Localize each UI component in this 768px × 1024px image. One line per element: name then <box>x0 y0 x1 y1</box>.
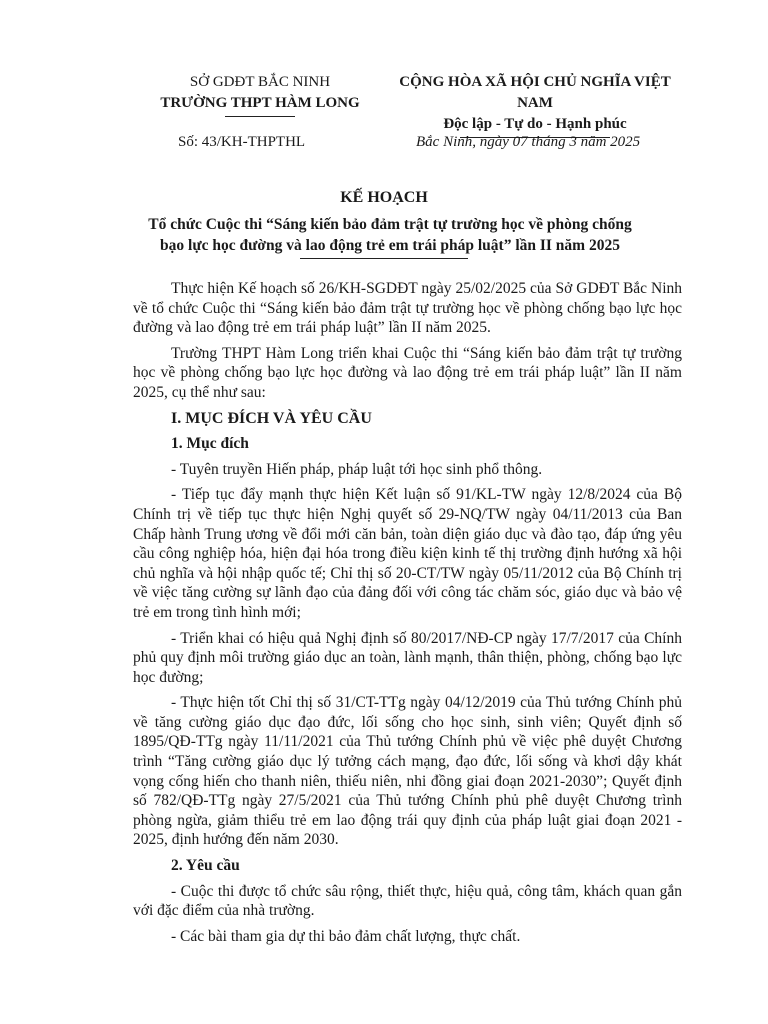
requirement-item-1: - Cuộc thi được tổ chức sâu rộng, thiết thực, hiệu quả, công tâm, khách quan gắn với đặc điểm của nhà trường. <box>133 882 682 920</box>
issuer-block <box>110 72 410 117</box>
national-name: CỘNG HÒA XÃ HỘI CHỦ NGHĨA VIỆT NAM <box>399 74 671 111</box>
purpose-item-1: - Tuyên truyền Hiến pháp, pháp luật tới học sinh phổ thông. <box>171 460 543 478</box>
document-title: KẾ HOẠCH <box>340 189 428 206</box>
intro-paragraph-1: Thực hiện Kế hoạch số 26/KH-SGDĐT ngày 25/02/2025 của Sở GDĐT Bắc Ninh về tổ chức Cuộc thi “Sáng kiến bảo đảm trật tự trường học về phòng chống bạo lực học đường và lao động trẻ em trái pháp luật” lần II năm 2025. <box>133 280 682 337</box>
document-body <box>133 279 682 952</box>
document-subtitle <box>100 214 680 256</box>
purpose-item-4: - Thực hiện tốt Chỉ thị số 31/CT-TTg ngày 04/12/2019 của Thủ tướng Chính phủ về tăng cường giáo dục đạo đức, lối sống cho học sinh, sinh viên; Quyết định số 1895/QĐ-TTg ngày 11/11/2021 của Thủ tướng Chính phủ về việc phê duyệt Chương trình “Tăng cường giáo dục lý tưởng cách mạng, đạo đức, lối sống và khơi dậy khát vọng cống hiến cho thanh niên, thiếu niên, nhi đồng giai đoạn 2021-2030”; Quyết định số 782/QĐ-TTg ngày 27/5/2021 của Thủ tướng Chính phủ phê duyệt Chương trình phòng ngừa, giảm thiểu trẻ em lao động trái quy định của pháp luật giai đoạn 2021 - 2025, định hướng đến năm 2030. <box>133 694 682 849</box>
national-motto: Độc lập - Tự do - Hạnh phúc <box>443 116 627 132</box>
subtitle-line-2: bạo lực học đường và lao động trẻ em trái pháp luật” lần II năm 2025 <box>160 237 620 254</box>
issuer-underline <box>225 116 295 117</box>
purpose-item-3: - Triển khai có hiệu quả Nghị định số 80/2017/NĐ-CP ngày 17/7/2017 của Chính phủ quy định môi trường giáo dục an toàn, lành mạnh, thân thiện, phòng, chống bạo lực học đường; <box>133 629 682 686</box>
place-date: Bắc Ninh, ngày 07 tháng 3 năm 2025 <box>416 134 641 150</box>
issuer-department: SỞ GDĐT BẮC NINH <box>189 74 331 90</box>
section-heading-1: I. MỤC ĐÍCH VÀ YÊU CẦU <box>171 409 372 427</box>
requirement-item-2: - Các bài tham gia dự thi bảo đảm chất lượng, thực chất. <box>171 927 521 945</box>
issuer-school: TRƯỜNG THPT HÀM LONG <box>160 95 360 111</box>
title-underline <box>300 258 468 259</box>
national-motto-block <box>382 72 688 138</box>
subsection-heading-requirements: 2. Yêu cầu <box>171 857 240 875</box>
subsection-heading-purpose: 1. Mục đích <box>171 435 249 453</box>
document-number: Số: 43/KH-THPTHL <box>178 134 306 150</box>
subtitle-line-1: Tổ chức Cuộc thi “Sáng kiến bảo đảm trật tự trường học về phòng chống <box>148 216 632 233</box>
purpose-item-2: - Tiếp tục đẩy mạnh thực hiện Kết luận số 91/KL-TW ngày 12/8/2024 của Bộ Chính trị về tiếp tục thực hiện Nghị quyết số 29-NQ/TW ngày 04/11/2013 của Ban Chấp hành Trung ương về đổi mới căn bản, toàn diện giáo dục và đào tạo, đáp ứng yêu cầu công nghiệp hóa, hiện đại hóa trong điều kiện kinh tế thị trường định hướng xã hội chủ nghĩa và hội nhập quốc tế; Chỉ thị số 20-CT/TW ngày 05/11/2012 của Bộ Chính trị về việc tăng cường sự lãnh đạo của đảng đối với công tác chăm sóc, giáo dục và bảo vệ trẻ em trong tình hình mới; <box>133 486 682 621</box>
intro-paragraph-2: Trường THPT Hàm Long triển khai Cuộc thi “Sáng kiến bảo đảm trật tự trường học về phòng chống bạo lực học đường và lao động trẻ em trái pháp luật” lần II năm 2025, cụ thể như sau: <box>133 344 682 401</box>
